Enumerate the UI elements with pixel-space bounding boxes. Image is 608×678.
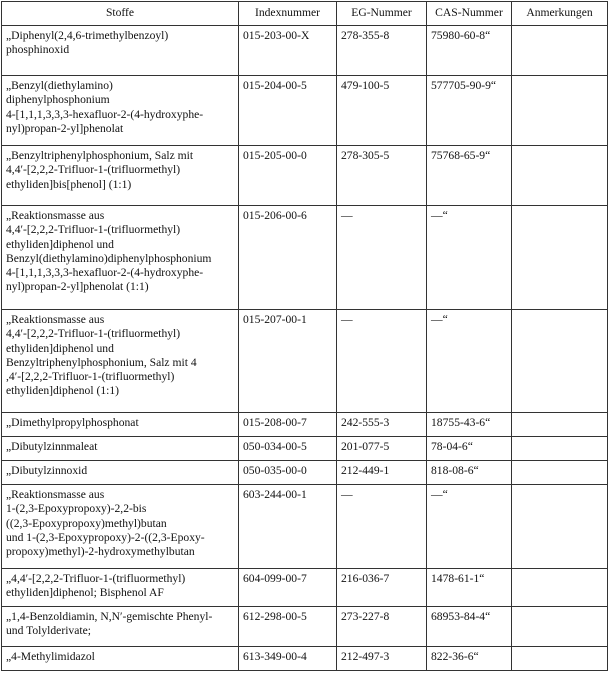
table-row [2,461,608,485]
cell-eg: 278-305-5 [337,146,427,206]
header-eg-nummer: EG-Nummer [337,2,427,26]
cell-index: 050-035-00-0 [239,461,337,485]
cell-index: 613-349-00-4 [239,647,337,671]
cell-stoff: „Reaktionsmasse aus 1-(2,3-Epoxypropoxy)-2,2-bis ((2,3-Epoxypropoxy)methyl)butan und 1-(2,3-Epoxypropoxy)-2-((2,3-Epoxy- propoxy)methyl)-2-hydroxymethylbutan [2,485,239,569]
cell-stoff: „Diphenyl(2,4,6-trimethylbenzoyl) phosphinoxid [2,26,239,76]
table-row [2,310,608,413]
cell-anmerkungen [512,76,608,146]
cell-cas: 18755-43-6“ [427,413,512,437]
table-row [2,413,608,437]
cell-stoff: „Benzyltriphenylphosphonium, Salz mit 4,4′-[2,2,2-Trifluor-1-(trifluormethyl) ethyliden]bis[phenol] (1:1) [2,146,239,206]
cell-anmerkungen [512,485,608,569]
table-row [2,607,608,647]
cell-anmerkungen [512,569,608,607]
cell-stoff: „Reaktionsmasse aus 4,4′-[2,2,2-Trifluor-1-(trifluormethyl) ethyliden]diphenol und Benzyltriphenylphosphonium, Salz mit 4 ,4′-[2,2,2-Trifluor-1-(trifluormethyl) ethyliden]diphenol (1:1) [2,310,239,413]
cell-stoff: „Reaktionsmasse aus 4,4′-[2,2,2-Trifluor-1-(trifluormethyl) ethyliden]diphenol und Benzyl(diethylamino)diphenylphosphonium 4-[1,1,1,3,3,3-hexafluor-2-(4-hydroxyphe- nyl)propan-2-yl]phenolat (1:1) [2,206,239,310]
cell-cas: 78-04-6“ [427,437,512,461]
table-row [2,76,608,146]
header-anmerkungen: Anmerkungen [512,2,608,26]
cell-eg: 201-077-5 [337,437,427,461]
cell-eg: — [337,206,427,310]
cell-stoff: „Dimethylpropylphosphonat [2,413,239,437]
cell-index: 015-204-00-5 [239,76,337,146]
table-row [2,569,608,607]
cell-stoff: „4,4′-[2,2,2-Trifluor-1-(trifluormethyl) ethyliden]diphenol; Bisphenol AF [2,569,239,607]
substances-table [1,1,608,671]
cell-stoff: „4-Methylimidazol [2,647,239,671]
cell-cas: —“ [427,485,512,569]
cell-eg: — [337,310,427,413]
cell-cas: 68953-84-4“ [427,607,512,647]
cell-index: 050-034-00-5 [239,437,337,461]
table-row [2,647,608,671]
cell-anmerkungen [512,146,608,206]
cell-eg: 212-497-3 [337,647,427,671]
cell-cas: 577705-90-9“ [427,76,512,146]
cell-anmerkungen [512,647,608,671]
cell-cas: 75768-65-9“ [427,146,512,206]
table-row [2,485,608,569]
cell-index: 015-203-00-X [239,26,337,76]
cell-anmerkungen [512,413,608,437]
cell-index: 015-206-00-6 [239,206,337,310]
cell-eg: 212-449-1 [337,461,427,485]
table-row [2,146,608,206]
cell-stoff: „Dibutylzinnmaleat [2,437,239,461]
table-row [2,206,608,310]
cell-eg: 278-355-8 [337,26,427,76]
cell-index: 603-244-00-1 [239,485,337,569]
table-row [2,437,608,461]
cell-cas: —“ [427,310,512,413]
header-indexnummer: Indexnummer [239,2,337,26]
cell-stoff: „Dibutylzinnoxid [2,461,239,485]
cell-eg: — [337,485,427,569]
cell-cas: —“ [427,206,512,310]
header-cas-nummer: CAS-Nummer [427,2,512,26]
cell-index: 015-207-00-1 [239,310,337,413]
cell-anmerkungen [512,437,608,461]
cell-eg: 479-100-5 [337,76,427,146]
cell-index: 015-208-00-7 [239,413,337,437]
header-row [2,2,608,26]
cell-anmerkungen [512,26,608,76]
cell-index: 612-298-00-5 [239,607,337,647]
cell-stoff: „1,4-Benzoldiamin, N,N′-gemischte Phenyl- und Tolylderivate; [2,607,239,647]
cell-anmerkungen [512,607,608,647]
cell-cas: 1478-61-1“ [427,569,512,607]
cell-eg: 216-036-7 [337,569,427,607]
table-row [2,26,608,76]
cell-eg: 242-555-3 [337,413,427,437]
cell-index: 015-205-00-0 [239,146,337,206]
cell-index: 604-099-00-7 [239,569,337,607]
header-stoffe: Stoffe [2,2,239,26]
cell-anmerkungen [512,206,608,310]
cell-cas: 75980-60-8“ [427,26,512,76]
cell-stoff: „Benzyl(diethylamino) diphenylphosphonium 4-[1,1,1,3,3,3-hexafluor-2-(4-hydroxyphe- nyl)propan-2-yl]phenolat [2,76,239,146]
cell-cas: 818-08-6“ [427,461,512,485]
cell-eg: 273-227-8 [337,607,427,647]
cell-anmerkungen [512,310,608,413]
cell-cas: 822-36-6“ [427,647,512,671]
cell-anmerkungen [512,461,608,485]
